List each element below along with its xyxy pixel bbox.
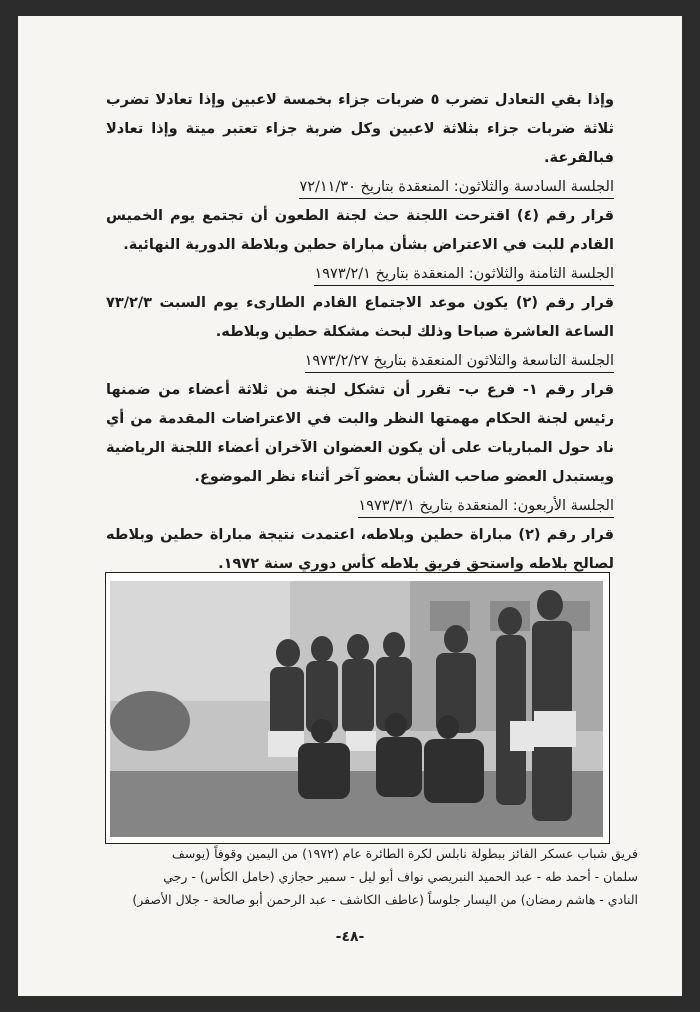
session-40-heading: الجلسة الأربعون: المنعقدة بتاريخ ١٩٧٣/٣/١ <box>106 492 614 521</box>
page-number: -٤٨- <box>335 929 365 945</box>
paragraph-penalties: وإذا بقي التعادل تضرب ٥ ضربات جزاء بخمسة لاعبين وإذا تعادلا تضرب ثلاثة ضربات جزاء بثلاثة لاعبين وكل ضربة جزاء تعتبر ميتة وإذا تعادلا فبالقرعة. <box>106 92 614 166</box>
decision-hittin-balata-paragraph: قرار رقم (٢) مباراة حطين وبلاطه، اعتمدت نتيجة مباراة حطين وبلاطه لصالح بلاطه واستحق فريق بلاطه كأس دوري سنة ١٩٧٢. <box>106 527 614 572</box>
team-photo <box>110 581 603 837</box>
decision-4-paragraph: قرار رقم (٤) اقترحت اللجنة حث لجنة الطعون أن تجتمع يوم الخميس القادم للبت في الاعتراض بشأن مباراة حطين وبلاطة الدورية النهائية. <box>106 208 614 253</box>
body-text <box>106 86 614 579</box>
caption-line-3: النادي - هاشم رمضان) من اليسار جلوساً (عاطف الكاشف - عبد الرحمن أبو صالحة - جلال الأصفر) <box>132 892 638 907</box>
session-38-heading: الجلسة الثامنة والثلاثون: المنعقدة بتاريخ ١٩٧٣/٢/١ <box>106 260 614 289</box>
session-39-heading: الجلسة التاسعة والثلاثون المنعقدة بتاريخ ١٩٧٣/٢/٢٧ <box>106 347 614 376</box>
caption-line-1: فريق شباب عسكر الفائز ببطولة نابلس لكرة الطائرة عام (١٩٧٢) من اليمين وقوفاً (يوسف <box>171 846 638 861</box>
decision-1b-paragraph: قرار رقم ١- فرع ب- تقرر أن تشكل لجنة من ثلاثة أعضاء من ضمنها رئيس لجنة الحكام مهمتها النظر والبت في الاعتراضات المقدمة من أي ناد حول المباريات على أن يكون العضوان الآخران أعضاء اللجنة الرياضية ويستبدل العضو صاحب الشأن بعضو آخر أثناء نظر الموضوع. <box>106 382 615 485</box>
team-photo-image <box>110 581 603 837</box>
caption-line-2: سلمان - أحمد طه - عبد الحميد النبريصي نواف أبو ليل - سمير حجازي (حامل الكأس) - رجي <box>163 869 638 884</box>
decision-2-paragraph: قرار رقم (٢) يكون موعد الاجتماع القادم الطارىء يوم السبت ٧٣/٢/٣ الساعة العاشرة صباحا وذلك لبحث مشكلة حطين وبلاطه. <box>106 295 614 340</box>
document-page <box>18 16 682 996</box>
session-36-heading: الجلسة السادسة والثلاثون: المنعقدة بتاريخ ٧٢/١١/٣٠ <box>106 173 614 202</box>
team-photo-frame <box>105 572 610 844</box>
photo-caption <box>78 842 638 911</box>
